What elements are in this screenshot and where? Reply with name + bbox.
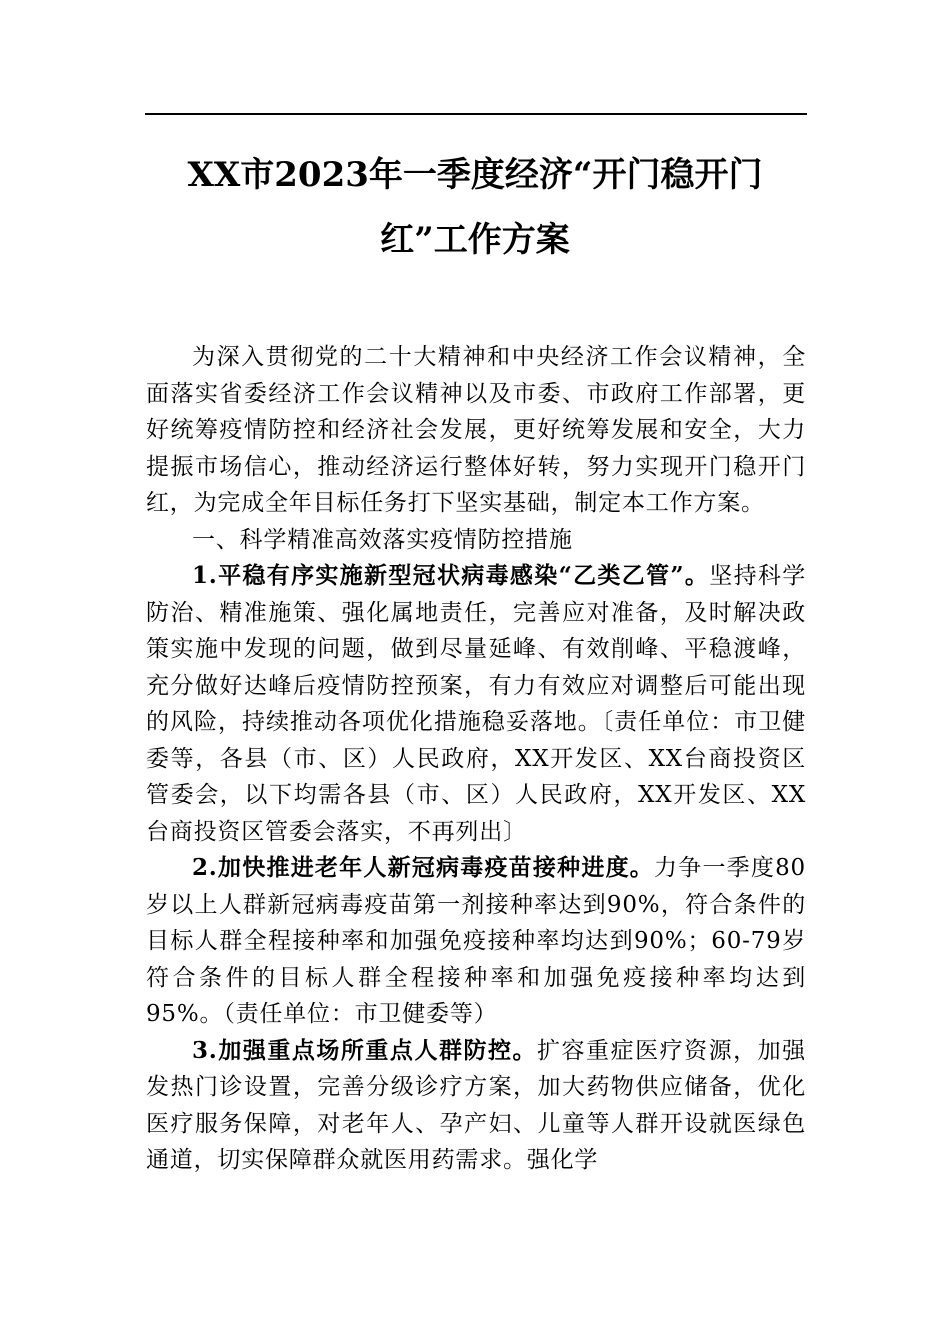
- item-body: 力争一季度80岁以上人群新冠病毒疫苗第一剂接种率达到90%，符合条件的目标人群全程接种率和加强免疫接种率均达到90%；60-79岁符合条件的目标人群全程接种率和加强免疫接种率均达到95%。（责任单位：市卫健委等）: [146, 855, 806, 1027]
- intro-paragraph: 为深入贯彻党的二十大精神和中央经济工作会议精神，全面落实省委经济工作会议精神以及市委、市政府工作部署，更好统筹疫情防控和经济社会发展，更好统筹发展和安全，大力提振市场信心，推动经济运行整体好转，努力实现开门稳开门红，为完成全年目标任务打下坚实基础，制定本工作方案。: [146, 344, 806, 516]
- document-body: [146, 339, 806, 1179]
- document-title-line-2: 红”工作方案: [380, 220, 570, 260]
- item-body: 坚持科学防治、精准施策、强化属地责任，完善应对准备，及时解决政策实施中发现的问题，做到尽量延峰、有效削峰、平稳渡峰，充分做好达峰后疫情防控预案，有力有效应对调整后可能出现的风险，持续推动各项优化措施稳妥落地。〔责任单位：市卫健委等，各县（市、区）人民政府，XX开发区、XX台商投资区管委会，以下均需各县（市、区）人民政府，XX开发区、XX台商投资区管委会落实，不再列出〕: [146, 563, 807, 845]
- item-paragraph-2: [146, 850, 806, 1033]
- item-paragraph-1: [146, 558, 806, 850]
- item-lead: 1.平稳有序实施新型冠状病毒感染“乙类乙管”。: [192, 562, 710, 589]
- header-rule: [145, 113, 807, 115]
- document-title-line-1: XX市2023年一季度经济“开门稳开门: [187, 155, 763, 195]
- item-body: 扩容重症医疗资源，加强发热门诊设置，完善分级诊疗方案，加大药物供应储备，优化医疗服务保障，对老年人、孕产妇、儿童等人群开设就医绿色通道，切实保障群众就医用药需求。强化学: [146, 1037, 806, 1173]
- item-lead: 3.加强重点场所重点人群防控。: [192, 1036, 538, 1064]
- item-paragraph-3: [146, 1033, 806, 1179]
- section-heading: 一、科学精准高效落实疫情防控措施: [192, 526, 573, 553]
- item-lead: 2.加快推进老年人新冠病毒疫苗接种进度。: [192, 854, 655, 881]
